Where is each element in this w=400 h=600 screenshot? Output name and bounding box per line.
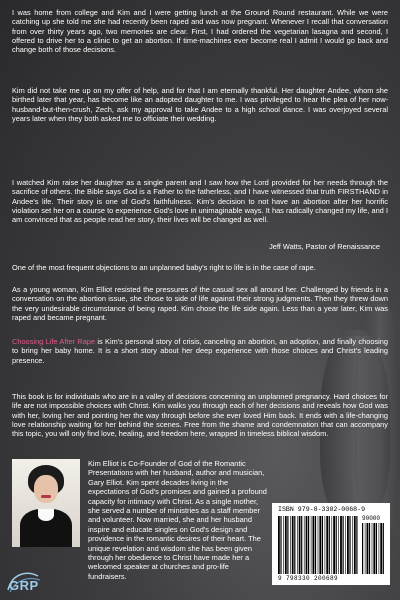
blurb-paragraph-2: Choosing Life After Rape is Kim's personal story of crisis, canceling an abortion, an adoption, and finally choosing to bring her baby home. It is a short story about her deep experience with those choices and Christ's leading presence. [12,337,389,365]
book-title: Choosing Life After Rape [12,337,96,346]
blurb-paragraph-3: This book is for individuals who are in a valley of decisions concerning an unplanned pregnancy. Hard choices for life are not impossible choices with Christ. Kim walks you through each of her decisions and reveals how God was with her, loving her and pointing her the way through before she ever loved Him back. It ends with a life-changing love relationship waiting for her behind the scenes. Free from the shame and condemnation that can accompany this topic, you will only find love, healing, and freedom here, wrapped in timeless biblical wisdom. [12,392,388,439]
foreword-paragraph-3: I watched Kim raise her daughter as a single parent and I saw how the Lord provided for her needs through the sacrifice of others. the Bible says God is a Father to the fatherless, and I have witnessed that truth FIRSTHAND in Andee's life. Their story is one of God's faithfulness. Kim's decision to not have an abortion after her horrific violation set her on a course to experience God's love in unimaginable ways. It has radically changed my life, and I am convinced that as people read her story, their lives will be changed as well. [12,178,388,225]
publisher-logo: GRP [9,578,39,593]
barcode-number: 9 798330 200689 [278,575,339,582]
barcode-bars [278,516,358,574]
foreword-paragraph-2: Kim did not take me up on my offer of help, and for that I am eternally thankful. Her daughter Andee, whom she birthed later that year, has become like an adopted daughter to me. I was privileged to hear the plea of her now-husband-but-then-crush, Zech, ask my approval to take Andee to a high school dance. I was overjoyed several years later when they both asked me to officiate their wedding. [12,86,388,123]
price-code: 90000 [362,515,381,522]
price-bars [362,523,386,574]
isbn-label: ISBN 979-8-3302-0068-9 [278,506,366,513]
foreword-signature: Jeff Watts, Pastor of Renaissance [269,242,380,251]
blurb-paragraph-1: As a young woman, Kim Elliot resisted the pressures of the casual sex all around her. Challenged by friends in a conversation on the abortion issue, she chose to side of life against their strong judgments. Then they threw down the very undesirable circumstance of being raped. Kim chose the life side again. Less than a year later, Kim was raped and became pregnant. [12,285,388,322]
blurb-intro: One of the most frequent objections to an unplanned baby's right to life is in the case of rape. [12,263,316,272]
author-bio: Kim Elliot is Co-Founder of God of the Romantic Presentations with her husband, author and musician, Gary Elliot. Kim spent decades living in the expectations of God's promises and gained a profound capacity for intimacy with Christ. As a single mother, she served a number of ministries as a staff member and volunteer. Now married, she and her husband inspire and educate singles on God's design and providence in the romantic desires of their heart. The unique revelation and wisdom she has been given through her obedience to Christ have made her a welcomed speaker at churches and pro-life fundraisers. [88,459,267,581]
barcode [272,503,390,585]
foreword-paragraph-1: I was home from college and Kim and I were getting lunch at the Ground Round restaurant. While we were catching up she told me she had recently been raped and was now pregnant. Whenever I recall that conversation from over thirty years ago, two memories are clear. First, I had ordered the vegetarian lasagna and second, I offered to drive her to a clinic to get an abortion. If time-machines ever become real I admit I would go back and change both of those decisions. [12,8,388,55]
author-photo [12,459,80,547]
